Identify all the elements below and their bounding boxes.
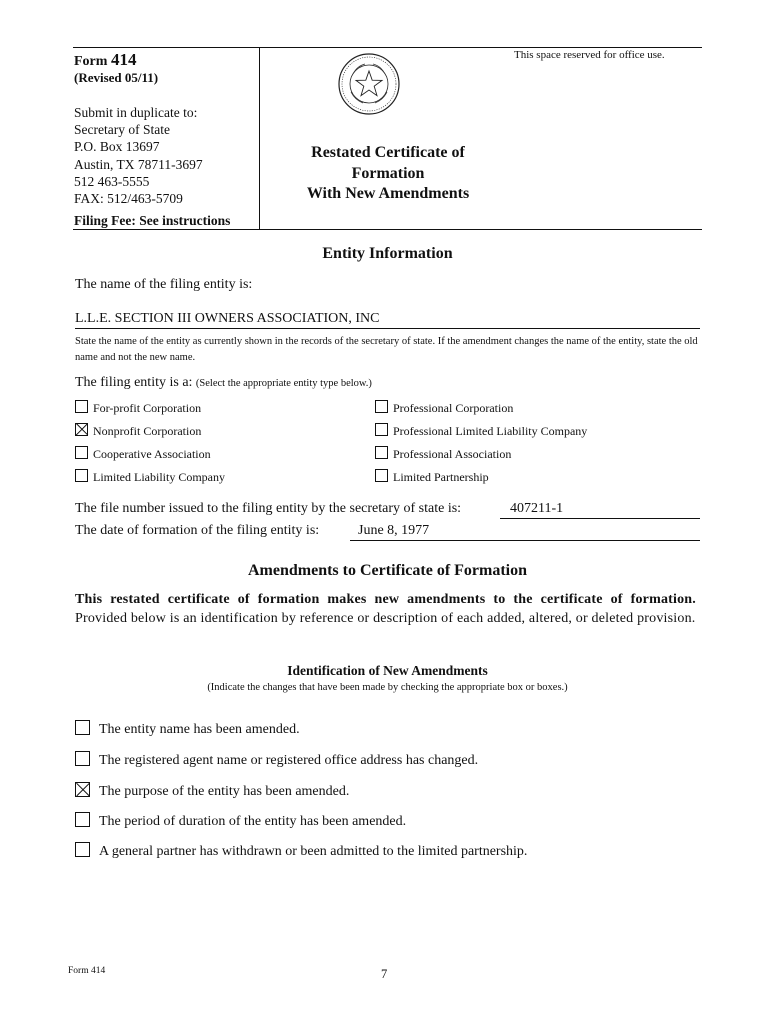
- header-top-rule: [73, 47, 702, 48]
- amendment-general-partner[interactable]: [75, 842, 527, 860]
- footer-form-label: Form 414: [68, 966, 106, 976]
- amendment-registered-agent[interactable]: [75, 751, 478, 769]
- file-number-prompt: The file number issued to the filing entity by the secretary of state is:: [75, 501, 462, 516]
- option-for-profit-corporation[interactable]: [75, 400, 201, 416]
- amendment-label: The registered agent name or registered office address has changed.: [99, 753, 479, 768]
- amendment-duration[interactable]: [75, 812, 406, 830]
- checkbox-icon[interactable]: [375, 423, 388, 436]
- checkbox-icon[interactable]: [75, 720, 90, 735]
- amendment-entity-name[interactable]: [75, 720, 300, 738]
- checkbox-icon[interactable]: [75, 469, 88, 482]
- option-professional-corporation[interactable]: [375, 400, 513, 416]
- entity-name-prompt: The name of the filing entity is:: [75, 277, 253, 292]
- checked-checkbox-icon[interactable]: [75, 423, 88, 436]
- filing-fee: Filing Fee: See instructions: [74, 213, 231, 228]
- checkbox-icon[interactable]: [75, 842, 90, 857]
- form-number: [74, 50, 136, 70]
- entity-type-hint: (Select the appropriate entity type below.): [195, 378, 372, 389]
- option-nonprofit-corporation[interactable]: [75, 423, 201, 439]
- formation-date-value: June 8, 1977: [358, 523, 430, 538]
- submit-line: Secretary of State: [74, 122, 170, 138]
- amendments-intro-bold: This restated certificate of formation makes new amendments to the certificate of formation.: [75, 592, 696, 607]
- option-label: For-profit Corporation: [93, 401, 202, 415]
- option-label: Limited Partnership: [393, 470, 489, 484]
- checked-checkbox-icon[interactable]: [75, 782, 90, 797]
- document-title: [268, 143, 508, 205]
- checkbox-icon[interactable]: [75, 751, 90, 766]
- submit-line: Submit in duplicate to:: [74, 105, 198, 120]
- file-number-value: 407211-1: [510, 501, 564, 516]
- office-use-note: This space reserved for office use.: [514, 49, 665, 61]
- amendment-label: The entity name has been amended.: [99, 722, 300, 737]
- option-label: Cooperative Association: [93, 447, 211, 461]
- checkbox-icon[interactable]: [75, 812, 90, 827]
- checkbox-icon[interactable]: [375, 469, 388, 482]
- option-label: Professional Limited Liability Company: [393, 424, 588, 438]
- option-label: Professional Corporation: [393, 401, 514, 415]
- submit-line: Austin, TX 78711-3697: [74, 156, 203, 172]
- option-limited-partnership[interactable]: [375, 469, 489, 485]
- file-number-field[interactable]: [500, 501, 700, 519]
- option-limited-liability-company[interactable]: [75, 469, 225, 485]
- entity-type-prompt: [75, 375, 372, 391]
- checkbox-icon[interactable]: [75, 446, 88, 459]
- entity-name-field[interactable]: [75, 311, 700, 329]
- title-line: Restated Certificate of: [311, 144, 465, 161]
- submit-line: 512 463-5555: [74, 173, 150, 189]
- option-professional-association[interactable]: [375, 446, 511, 462]
- checkbox-icon[interactable]: [375, 446, 388, 459]
- title-line: Formation: [351, 164, 425, 182]
- page-number: 7: [381, 967, 388, 981]
- header-bottom-rule: [73, 229, 702, 230]
- option-professional-llc[interactable]: [375, 423, 587, 439]
- submit-line: FAX: 512/463-5709: [74, 191, 183, 207]
- identification-heading: Identification of New Amendments: [287, 663, 488, 678]
- state-seal-icon: [337, 52, 401, 121]
- submit-line: P.O. Box 13697: [74, 139, 160, 155]
- header-divider: [259, 47, 260, 229]
- submit-address: [74, 104, 203, 207]
- amendment-purpose[interactable]: [75, 782, 349, 800]
- option-label: Professional Association: [393, 447, 512, 461]
- option-label: Limited Liability Company: [93, 470, 225, 484]
- checkbox-icon[interactable]: [375, 400, 388, 413]
- formation-date-field[interactable]: [350, 523, 700, 541]
- amendments-intro-rest: Provided below is an identification by reference or description of each added, altered, or deleted provision.: [75, 610, 696, 626]
- identification-hint: (Indicate the changes that have been made by checking the appropriate box or boxes.): [207, 682, 568, 693]
- entity-name-value: L.L.E. SECTION III OWNERS ASSOCIATION, INC: [75, 311, 380, 326]
- form-number-value: 414: [110, 50, 137, 69]
- title-line: With New Amendments: [306, 185, 470, 202]
- entity-name-instructions: State the name of the entity as currently shown in the records of the secretary of state. If the amendment changes the name of the entity, state the old name and not the new name.: [75, 336, 698, 363]
- entity-type-label: The filing entity is a:: [75, 375, 193, 390]
- amendments-intro: [75, 591, 696, 628]
- form-label: Form: [74, 54, 108, 69]
- amendment-label: The purpose of the entity has been amended.: [99, 784, 350, 799]
- checkbox-icon[interactable]: [75, 400, 88, 413]
- amendments-heading: Amendments to Certificate of Formation: [247, 562, 528, 579]
- amendment-label: A general partner has withdrawn or been admitted to the limited partnership.: [99, 844, 528, 859]
- amendment-label: The period of duration of the entity has been amended.: [99, 814, 407, 829]
- revised-date: (Revised 05/11): [74, 70, 159, 85]
- option-label: Nonprofit Corporation: [93, 424, 202, 438]
- formation-date-prompt: The date of formation of the filing entity is:: [75, 523, 320, 538]
- option-cooperative-association[interactable]: [75, 446, 211, 462]
- entity-information-heading: Entity Information: [322, 245, 453, 262]
